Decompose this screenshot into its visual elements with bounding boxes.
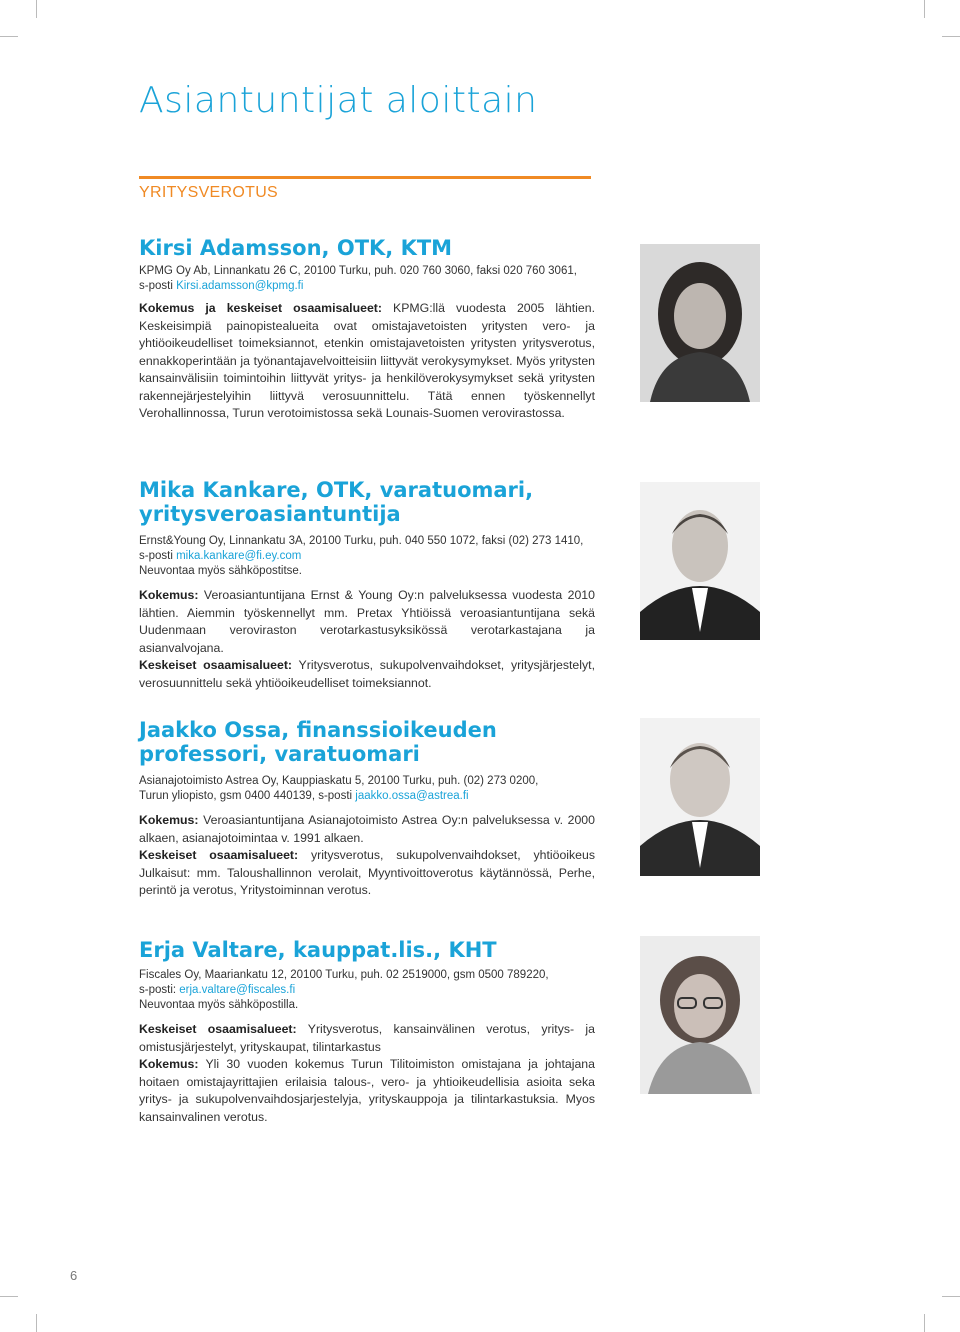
- page-number: 6: [70, 1268, 78, 1283]
- expert-jaakko-ossa: [139, 718, 595, 900]
- contact-email-label: Turun yliopisto, gsm 0400 440139, s-posti: [139, 790, 356, 802]
- expert-name: Jaakko Ossa, finanssioikeuden professori, varatuomari: [139, 718, 497, 766]
- contact-address: Fiscales Oy, Maariankatu 12, 20100 Turku, puh. 02 2519000, gsm 0500 789220,: [139, 969, 549, 981]
- experience-label: Kokemus:: [139, 588, 199, 602]
- contact-info: [139, 968, 595, 1013]
- contact-note: Neuvontaa myös sähköpostitse.: [139, 565, 303, 577]
- contact-email-label: s-posti: [139, 280, 177, 292]
- contact-info: [139, 534, 595, 579]
- contact-info: [139, 264, 595, 294]
- experience: [139, 587, 595, 657]
- contact-info: [139, 774, 595, 804]
- crop-mark: [924, 0, 925, 18]
- expert-name: Mika Kankare, OTK, varatuomari, yritysveroasiantuntija: [139, 478, 534, 526]
- portrait-photo: [640, 482, 760, 640]
- portrait-photo: [640, 936, 760, 1094]
- skills-text: Yritysverotus, kansainvälinen verotus, yritys- ja omistusjärjestelyt, yrityskaupat, tilintarkastus: [139, 1022, 596, 1054]
- email-link[interactable]: Kirsi.adamsson@kpmg.fi: [176, 280, 304, 292]
- contact-address: KPMG Oy Ab, Linnankatu 26 C, 20100 Turku, puh. 020 760 3060, faksi 020 760 3061,: [139, 265, 577, 277]
- experience-label: Kokemus:: [139, 813, 199, 827]
- experience: [139, 1056, 595, 1126]
- contact-note: Neuvontaa myös sähköpostilla.: [139, 999, 299, 1011]
- experience: [139, 300, 595, 423]
- crop-mark: [36, 1314, 37, 1332]
- expert-name: Erja Valtare, kauppat.lis., KHT: [139, 938, 497, 962]
- contact-email-label: s-posti: [139, 550, 177, 562]
- skills-label: Keskeiset osaamisalueet:: [139, 848, 299, 862]
- email-link[interactable]: erja.valtare@fiscales.fi: [179, 984, 296, 996]
- email-link[interactable]: jaakko.ossa@astrea.fi: [355, 790, 469, 802]
- contact-address: Ernst&Young Oy, Linnankatu 3A, 20100 Turku, puh. 040 550 1072, faksi (02) 273 1410,: [139, 535, 584, 547]
- experience-label: Kokemus:: [139, 1057, 199, 1071]
- expert-name: Kirsi Adamsson, OTK, KTM: [139, 236, 453, 260]
- expert-kirsi-adamsson: [139, 236, 595, 423]
- skills-text: Yritysverotus, sukupolvenvaihdokset, yritysjärjestelyt, verosuunnittelu sekä yhtiöoikeudelliset toimeksiannot.: [139, 658, 595, 690]
- portrait-photo: [640, 718, 760, 876]
- crop-mark: [924, 1314, 925, 1332]
- skills: [139, 1021, 595, 1056]
- section-rule: [139, 176, 591, 179]
- crop-mark: [0, 1296, 18, 1297]
- crop-mark: [942, 1296, 960, 1297]
- email-link[interactable]: mika.kankare@fi.ey.com: [176, 550, 302, 562]
- expert-erja-valtare: [139, 938, 595, 1126]
- crop-mark: [0, 36, 18, 37]
- contact-address: Asianajotoimisto Astrea Oy, Kauppiaskatu 5, 20100 Turku, puh. (02) 273 0200,: [139, 775, 539, 787]
- section-heading: YRITYSVEROTUS: [139, 184, 279, 201]
- experience: [139, 812, 595, 847]
- crop-mark: [942, 36, 960, 37]
- skills: [139, 657, 595, 692]
- contact-email-label: s-posti:: [139, 984, 180, 996]
- portrait-photo: [640, 244, 760, 402]
- skills: [139, 847, 595, 900]
- skills-text: yritysverotus, sukupolvenvaihdokset, yhtiöoikeus Julkaisut: mm. Taloushallinnon verolait, Myyntivoittoverotus käytännössä, Perhe, perintö ja verotus, Yritystoiminnan verotus.: [139, 848, 595, 897]
- skills-label: Keskeiset osaamisalueet:: [139, 658, 293, 672]
- experience-text: Veroasiantuntijana Ernst & Young Oy:n palveluksessa vuodesta 2010 lähtien. Aiemmin työskennellyt mm. Pretax Yhtiöissä veroasiantuntijana sekä Uudenmaan veroviraston verotarkastusyksikössä verotarkastajana ja asianvalvojana.: [139, 588, 595, 655]
- experience-label: Kokemus ja keskeiset osaamisalueet:: [139, 301, 382, 315]
- crop-mark: [36, 0, 37, 18]
- experience-text: KPMG:llä vuodesta 2005 lähtien. Keskeisimpiä painopistealueita ovat omistajavetoisten yritysten vero- ja yhtiöoikeudelliset toimeksiannot, etenkin omistajavetoisten yritysten yritysverotus, ennakkoperintään ja työnantajavelvoitteisiin liittyvät verokysymykset. Myös yritysten kansainvälisiin toimintoihin liittyvät yritys- ja henkilöverokysymykset sekä yritysten rakennejärjestelyihin liittyvä verosuunnittelu. Tätä ennen työskennellyt Verohallinnossa, Turun verotoimistossa sekä Lounais-Suomen verovirastossa.: [139, 301, 595, 420]
- experience-text: Yli 30 vuoden kokemus Turun Tilitoimiston omistajana ja johtajana hoitaen omistajayrittajien erilaisia talous-, vero- ja yhtioikeudellisia asioita seka yritys- ja sukupolvenvaihdosjarjestelyja, yrityskauppoja ja tilintarkastuksia. Myos kansainvalinen verotus.: [139, 1057, 595, 1124]
- experience-text: Veroasiantuntijana Asianajotoimisto Astrea Oy:n palveluksessa v. 2000 alkaen, asianajotoimintaa v. 1991 alkaen.: [139, 813, 595, 845]
- skills-label: Keskeiset osaamisalueet:: [139, 1022, 297, 1036]
- expert-mika-kankare: [139, 478, 595, 692]
- page-title: Asiantuntijat aloittain: [139, 80, 538, 121]
